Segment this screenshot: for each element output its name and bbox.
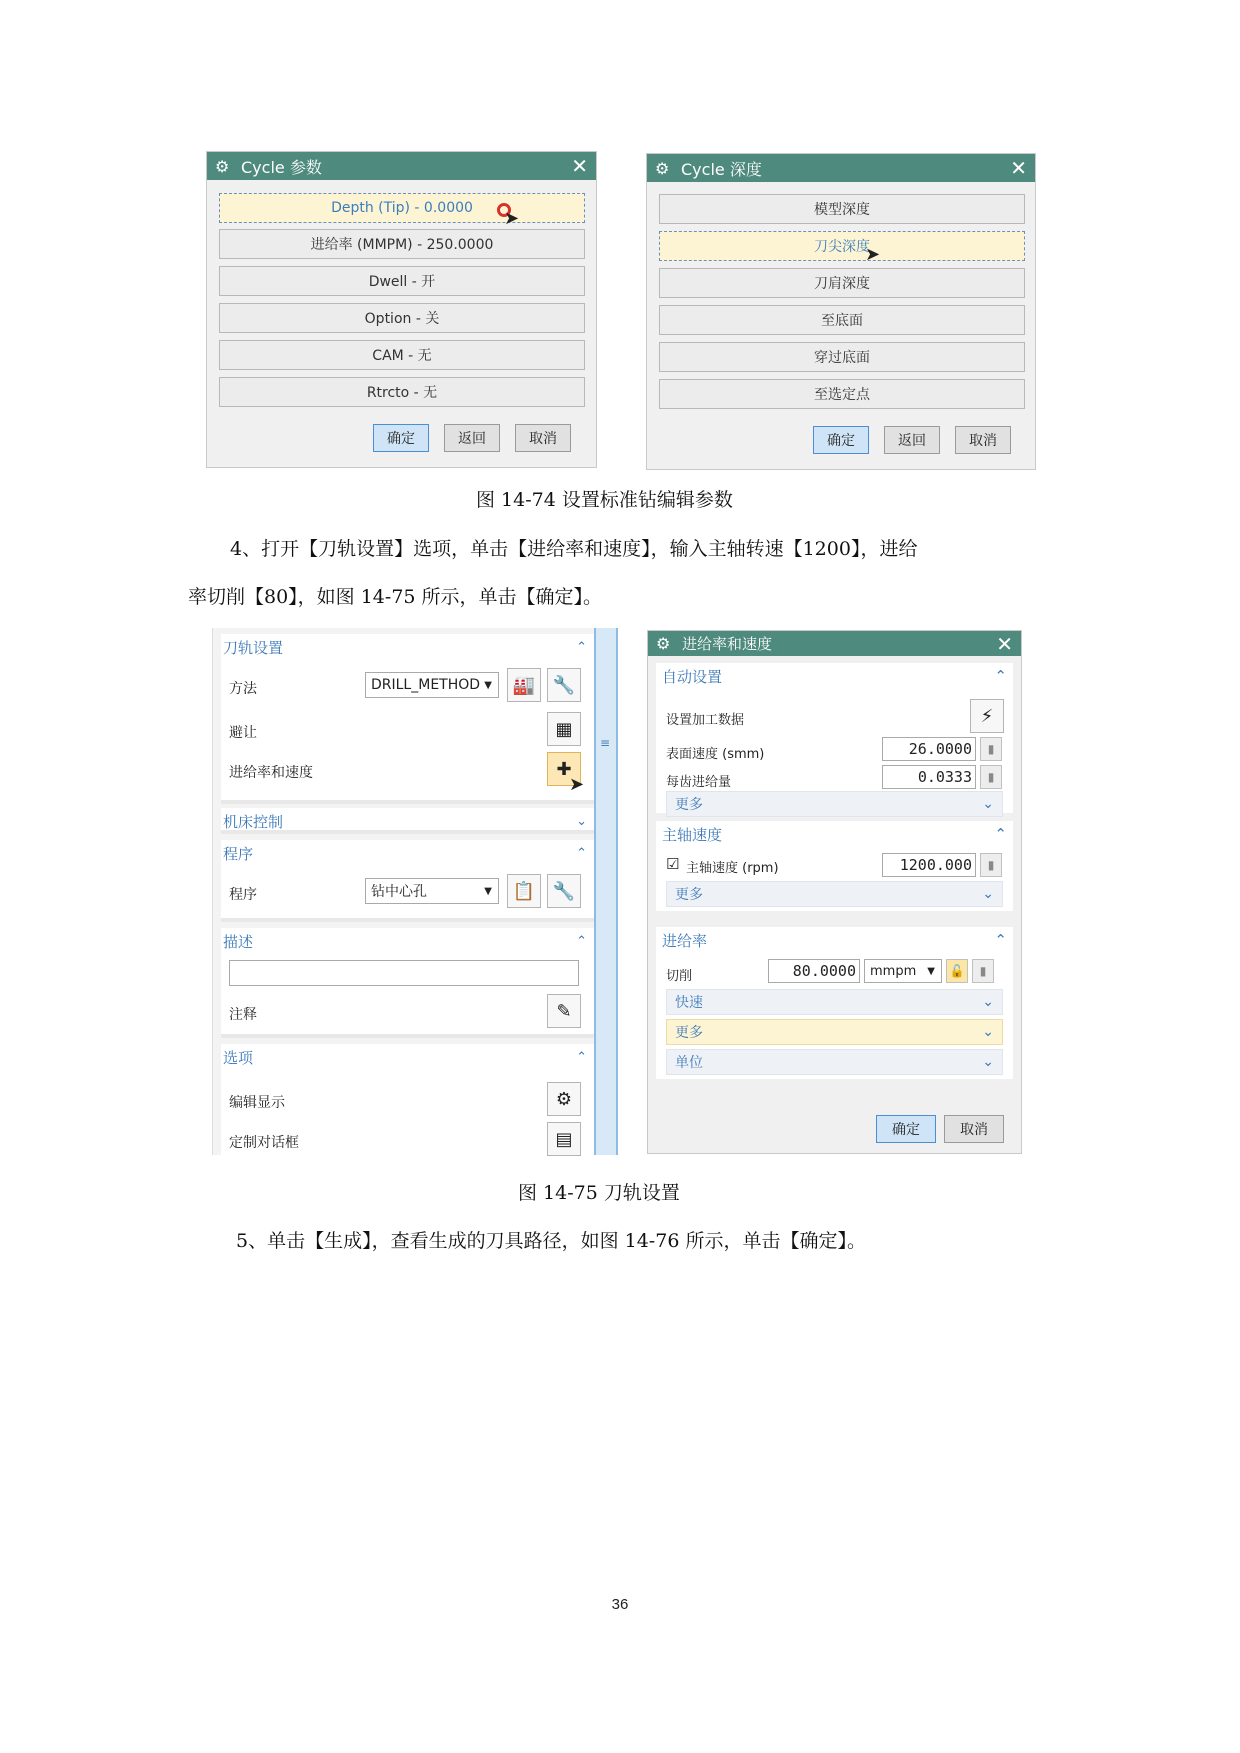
lock-icon[interactable]: ▮ [980,765,1002,789]
ok-button[interactable]: 确定 [876,1115,936,1143]
chevron-down-icon[interactable]: ⌄ [576,813,587,829]
more-label: 更多 [675,887,703,903]
method-value: DRILL_METHOD [371,677,481,693]
step-5-text: 5、单击【生成】，查看生成的刀具路径，如图 14-76 所示，单击【确定】。 [236,1230,866,1252]
program-label: 程序 [229,887,257,903]
more-expander[interactable] [666,881,1003,907]
section-header[interactable] [221,634,595,660]
feedrate-section [656,927,1013,1079]
section-title: 刀轨设置 [223,638,284,657]
feeds-speeds-dialog [647,630,1022,1154]
chevron-up-icon[interactable]: ⌃ [576,639,587,655]
description-section [221,928,595,1038]
dropdown-arrow-icon: ▼ [927,965,935,977]
section-title: 选项 [223,1048,254,1067]
section-header[interactable] [656,663,1013,689]
cancel-button[interactable]: 取消 [944,1115,1004,1143]
section-title: 自动设置 [662,667,723,686]
cycle-params-titlebar[interactable] [207,152,596,180]
step-4-line-1: 4、打开【刀轨设置】选项，单击【进给率和速度】，输入主轴转速【1200】，进给 [230,538,918,560]
gear-icon: ⚙ [215,156,230,176]
feed-per-tooth-label: 每齿进给量 [666,775,732,790]
chevron-down-icon: ⌄ [982,886,994,902]
tip-depth-button[interactable]: 刀尖深度 [659,231,1025,261]
section-title: 进给率 [662,931,708,950]
to-bottom-button[interactable]: 至底面 [659,305,1025,335]
spindle-speed-section [656,821,1013,911]
more-label: 更多 [675,797,703,813]
more-expander[interactable] [666,1019,1003,1045]
method-label: 方法 [229,681,257,697]
cut-feedrate-input[interactable]: 80.0000 [768,959,860,983]
units-expander[interactable] [666,1049,1003,1075]
ok-button[interactable]: 确定 [813,426,869,454]
description-input[interactable] [229,960,579,986]
spindle-speed-label: 主轴速度 (rpm) [686,861,779,876]
cam-button[interactable]: CAM - 无 [219,340,585,370]
feeds-speeds-titlebar[interactable] [648,631,1021,656]
cycle-depth-titlebar[interactable] [647,154,1035,182]
section-title: 描述 [223,932,254,951]
edit-wrench-icon[interactable]: 🔧 [547,874,581,908]
section-title: 机床控制 [223,812,284,831]
program-dropdown[interactable] [365,878,499,904]
more-expander[interactable] [666,791,1003,817]
figure-14-74-caption: 图 14-74 设置标准钻编辑参数 [476,489,733,511]
back-button[interactable]: 返回 [884,426,940,454]
section-title: 主轴速度 [662,825,723,844]
spindle-speed-input[interactable]: 1200.000 [882,853,976,877]
units-label: 单位 [675,1055,703,1071]
dialog-title: Cycle 参数 [241,157,322,177]
feedrate-button[interactable]: 进给率 (MMPM) - 250.0000 [219,229,585,259]
rtrcto-button[interactable]: Rtrcto - 无 [219,377,585,407]
surface-speed-input[interactable]: 26.0000 [882,737,976,761]
dropdown-arrow-icon: ▼ [484,679,492,691]
avoid-label: 避让 [229,725,257,741]
dialog-title: 进给率和速度 [682,635,773,653]
chevron-down-icon: ⌄ [982,994,994,1010]
feed-per-tooth-input[interactable]: 0.0333 [882,765,976,789]
gear-icon: ⚙ [656,634,671,653]
close-icon[interactable]: ✕ [571,154,588,178]
machine-control-section [221,808,595,834]
chevron-up-icon[interactable]: ⌃ [994,825,1007,843]
note-edit-icon[interactable]: ✎ [547,994,581,1028]
chevron-down-icon: ⌄ [982,796,994,812]
lock-icon[interactable]: ▮ [980,853,1002,877]
chevron-up-icon[interactable]: ⌃ [576,1049,587,1065]
cycle-depth-dialog [646,153,1036,470]
cancel-button[interactable]: 取消 [515,424,571,452]
edit-display-label: 编辑显示 [229,1095,285,1111]
options-section [221,1044,595,1155]
toolpath-settings-panel [212,628,594,1155]
chevron-up-icon[interactable]: ⌃ [576,845,587,861]
auto-settings-section [656,663,1013,813]
feeds-speeds-label: 进给率和速度 [229,765,313,781]
ok-button[interactable]: 确定 [373,424,429,452]
cancel-button[interactable]: 取消 [955,426,1011,454]
more-label: 更多 [675,1025,703,1041]
page-number: 36 [611,1596,629,1613]
chevron-down-icon: ⌄ [982,1054,994,1070]
custom-dialog-label: 定制对话框 [229,1135,299,1151]
panel-scrollbar[interactable] [594,628,618,1155]
to-selected-point-button[interactable]: 至选定点 [659,379,1025,409]
edit-wrench-icon[interactable]: 🔧 [547,668,581,702]
create-method-icon[interactable]: 🏭 [507,668,541,702]
lock-icon[interactable]: ▮ [972,959,994,983]
program-section [221,840,595,922]
cycle-params-dialog [206,151,597,468]
cut-label: 切削 [666,969,693,984]
shoulder-depth-button[interactable]: 刀肩深度 [659,268,1025,298]
lock-icon[interactable]: ▮ [980,737,1002,761]
section-header[interactable] [221,928,595,954]
chevron-down-icon: ⌄ [982,1024,994,1040]
rapid-expander[interactable] [666,989,1003,1015]
section-header[interactable] [221,840,595,866]
section-header[interactable] [221,808,595,834]
cut-unit-dropdown[interactable] [864,959,942,983]
close-icon[interactable]: ✕ [996,631,1013,656]
spindle-speed-checkbox-icon[interactable]: ☑ [666,855,680,873]
surface-speed-label: 表面速度 (smm) [666,747,765,762]
set-machining-data-label: 设置加工数据 [666,713,745,728]
mouse-cursor-icon: ➤ [504,208,520,229]
chevron-up-icon[interactable]: ⌃ [576,933,587,949]
section-header[interactable] [221,1044,595,1070]
dialog-title: Cycle 深度 [681,159,762,179]
custom-dialog-icon[interactable]: ▤ [547,1122,581,1156]
gear-icon: ⚙ [655,158,670,178]
option-button[interactable]: Option - 关 [219,303,585,333]
feeds-speeds-icon[interactable]: ✚ [547,752,581,786]
lightning-icon[interactable]: ⚡ [970,699,1004,733]
edit-display-icon[interactable]: ⚙ [547,1082,581,1116]
model-depth-button[interactable]: 模型深度 [659,194,1025,224]
chevron-up-icon[interactable]: ⌃ [994,931,1007,949]
section-header[interactable] [656,927,1013,953]
toolpath-settings-section [221,634,595,804]
close-icon[interactable]: ✕ [1010,156,1027,180]
method-dropdown[interactable] [365,672,499,698]
dwell-button[interactable]: Dwell - 开 [219,266,585,296]
section-header[interactable] [656,821,1013,847]
mouse-cursor-icon: ➤ [569,774,585,795]
mouse-cursor-icon: ➤ [865,244,881,265]
scrollbar-grip-icon[interactable]: ≡ [600,736,611,750]
back-button[interactable]: 返回 [444,424,500,452]
chevron-up-icon[interactable]: ⌃ [994,667,1007,685]
depth-tip-button[interactable]: Depth (Tip) - 0.0000 [219,193,585,223]
note-label: 注释 [229,1007,257,1023]
program-value: 钻中心孔 [371,884,427,900]
figure-14-75-caption: 图 14-75 刀轨设置 [518,1182,680,1204]
through-bottom-button[interactable]: 穿过底面 [659,342,1025,372]
cut-unit-value: mmpm [870,963,917,979]
step-4-line-2: 率切削【80】，如图 14-75 所示，单击【确定】。 [188,586,603,608]
avoidance-icon[interactable]: ▦ [547,712,581,746]
section-title: 程序 [223,844,254,863]
rapid-label: 快速 [675,995,703,1011]
unlock-icon[interactable]: 🔓 [946,959,968,983]
dropdown-arrow-icon: ▼ [484,885,492,897]
create-program-icon[interactable]: 📋 [507,874,541,908]
